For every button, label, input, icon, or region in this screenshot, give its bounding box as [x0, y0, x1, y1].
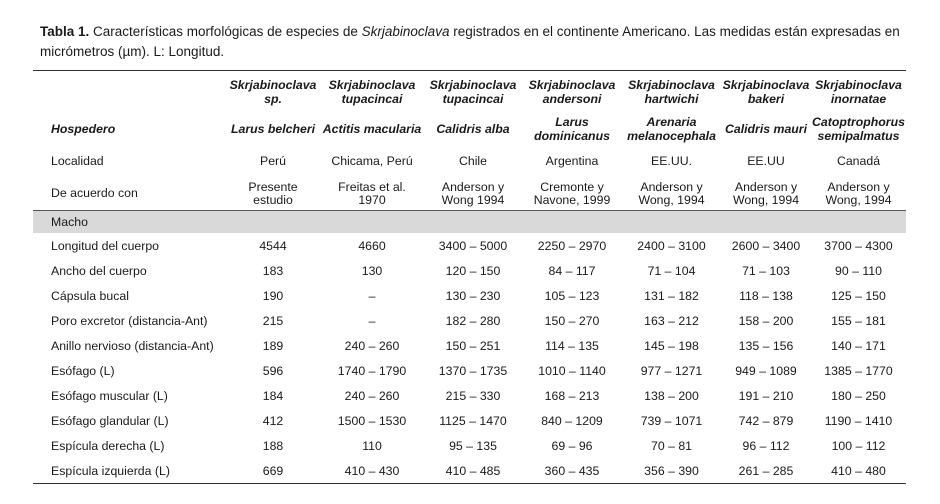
measure-value: 215: [262, 313, 284, 328]
measure-value: 4544: [259, 238, 287, 253]
host-cell: [721, 113, 811, 144]
measure-label: Espícula izquierda (L): [33, 458, 226, 484]
species-header: [320, 71, 424, 114]
measure-value: 95 – 135: [449, 438, 497, 453]
measure-value: 949 – 1089: [735, 363, 797, 378]
measure-value: 130: [361, 263, 383, 278]
measure-value: 410 – 430: [320, 458, 424, 484]
measure-value: 1190 – 1410: [824, 413, 893, 428]
measure-value: 158 – 200: [738, 313, 794, 328]
measure-value: 669: [226, 458, 320, 484]
reference-row: [33, 177, 906, 211]
species-genus: Skrjabinoclava: [328, 78, 416, 92]
host-line: Larus belcheri: [230, 121, 316, 136]
measure-value: –: [368, 288, 376, 303]
measure-value: 190: [262, 288, 284, 303]
measure-value: 150 – 251: [445, 338, 501, 353]
reference-line: Wong, 1994: [825, 192, 892, 207]
reference-label: De acuerdo con: [51, 186, 138, 200]
reference-line: 1970: [358, 192, 386, 207]
locality-cell: EE.UU: [747, 153, 785, 168]
reference-line: Presente: [248, 179, 298, 194]
reference-line: Freitas et al.: [338, 179, 406, 194]
measure-label: Longitud del cuerpo: [51, 238, 160, 253]
locality-cell: EE.UU.: [651, 153, 692, 168]
species-header: [721, 71, 811, 114]
reference-line: Wong, 1994: [638, 192, 705, 207]
caption-text-after: registrados en el continente Americano. Las medidas están expresadas en micrómetros (µm). L: Longitud.: [40, 24, 900, 59]
measure-value: 120 – 150: [445, 263, 501, 278]
reference-cell: [226, 177, 320, 211]
host-line: dominicanus: [534, 128, 610, 143]
host-cell: [811, 113, 906, 144]
species-header-corner: [33, 71, 226, 114]
section-row: [33, 211, 906, 234]
measure-value: 155 – 181: [831, 313, 886, 328]
reference-cell: [811, 177, 906, 211]
species-header-row: [33, 71, 906, 114]
measure-label: Esófago glandular (L): [51, 413, 169, 428]
species-genus: Skrjabinoclava: [229, 78, 317, 92]
measure-value: 189: [262, 338, 284, 353]
measure-value: 240 – 260: [344, 388, 400, 403]
measure-value: 1125 – 1470: [439, 413, 507, 428]
measure-label: Esófago (L): [51, 363, 115, 378]
measure-value: 135 – 156: [738, 338, 794, 353]
caption-label: Tabla 1.: [40, 24, 90, 39]
reference-line: Wong 1994: [441, 192, 505, 207]
measure-value: 168 – 213: [544, 388, 600, 403]
measure-value: 100 – 112: [831, 438, 886, 453]
measure-value: 191 – 210: [738, 388, 794, 403]
species-header: [226, 71, 320, 114]
table-row: [33, 233, 906, 258]
measure-value: 125 – 150: [831, 288, 886, 303]
measure-value: 1740 – 1790: [337, 363, 407, 378]
locality-cell: Argentina: [545, 153, 599, 168]
caption-text-before: Características morfológicas de especies de: [89, 24, 362, 39]
measure-value: 138 – 200: [644, 388, 699, 403]
measure-value: 71 – 103: [742, 263, 790, 278]
reference-line: estudio: [253, 192, 293, 207]
reference-line: Navone, 1999: [533, 192, 611, 207]
measure-value: 180 – 250: [831, 388, 886, 403]
reference-cell: [424, 177, 522, 211]
measure-value: 1010 – 1140: [538, 363, 606, 378]
measure-value: 69 – 96: [551, 438, 593, 453]
measure-value: 110: [362, 438, 382, 453]
host-line: Larus: [555, 114, 589, 129]
measure-label: Esófago muscular (L): [51, 388, 168, 403]
measure-value: 150 – 270: [544, 313, 600, 328]
host-cell: [320, 113, 424, 144]
caption-genus: Skrjabinoclava: [361, 24, 450, 39]
table-row: [33, 433, 906, 458]
species-header: [622, 71, 721, 114]
host-line: Calidris mauri: [724, 121, 807, 136]
measure-value: 240 – 260: [344, 338, 400, 353]
measure-value: –: [368, 313, 376, 328]
measure-value: 183: [262, 263, 284, 278]
morphology-table: [33, 70, 906, 484]
measure-value: 71 – 104: [647, 263, 696, 278]
table-row: [33, 408, 906, 433]
measure-value: 105 – 123: [544, 288, 600, 303]
measure-value: 114 – 135: [545, 338, 599, 353]
reference-line: Anderson y: [640, 179, 703, 194]
locality-cell: Chicama, Perú: [331, 153, 413, 168]
reference-cell: [522, 177, 622, 211]
host-cell: [226, 113, 320, 144]
species-genus: Skrjabinoclava: [429, 78, 517, 92]
species-genus: Skrjabinoclava: [815, 78, 902, 92]
measure-value: 977 – 1271: [640, 363, 703, 378]
measure-value: 131 – 182: [644, 288, 699, 303]
reference-line: Anderson y: [827, 179, 890, 194]
species-header: [522, 71, 622, 114]
host-line: Calidris alba: [436, 121, 510, 136]
locality-cell: Chile: [458, 153, 488, 168]
measure-value: 3400 – 5000: [438, 238, 508, 253]
measure-value: 4660: [358, 238, 386, 253]
reference-line: Anderson y: [734, 179, 798, 194]
measure-value: 1370 – 1735: [438, 363, 508, 378]
species-epithet: sp.: [264, 92, 282, 106]
reference-line: Wong, 1994: [732, 192, 800, 207]
reference-cell: [622, 177, 721, 211]
measure-label: Espícula derecha (L): [51, 438, 165, 453]
species-epithet: hartwichi: [644, 92, 699, 106]
species-genus: Skrjabinoclava: [628, 78, 715, 92]
measure-value: 145 – 198: [644, 338, 699, 353]
measure-value: 96 – 112: [742, 438, 790, 453]
locality-cell: Canadá: [836, 153, 881, 168]
species-epithet: inornatae: [830, 92, 887, 106]
reference-cell: [721, 177, 811, 211]
table-row: [33, 358, 906, 383]
measure-value: 1385 – 1770: [824, 363, 893, 378]
table-row: [33, 283, 906, 308]
table-row: [33, 308, 906, 333]
measure-value: 840 – 1209: [541, 413, 603, 428]
measure-value: 360 – 435: [522, 458, 622, 484]
reference-line: Cremonte y: [540, 179, 604, 194]
host-cell: [424, 113, 522, 144]
measure-value: 739 – 1071: [640, 413, 703, 428]
host-row: [33, 113, 906, 144]
host-cell: [522, 113, 622, 144]
measure-value: 410 – 480: [811, 458, 906, 484]
measure-label: Poro excretor (distancia-Ant): [51, 313, 208, 328]
measure-value: 356 – 390: [622, 458, 721, 484]
host-line: Catoptrophorus: [812, 114, 905, 129]
measure-value: 70 – 81: [650, 438, 693, 453]
species-genus: Skrjabinoclava: [528, 78, 616, 92]
measure-value: 742 – 879: [738, 413, 794, 428]
measure-label: Ancho del cuerpo: [51, 263, 147, 278]
measure-value: 410 – 485: [424, 458, 522, 484]
section-label: Macho: [33, 211, 906, 234]
reference-line: Anderson y: [441, 179, 505, 194]
reference-cell: [320, 177, 424, 211]
host-label: Hospedero: [51, 121, 116, 136]
species-genus: Skrjabinoclava: [722, 78, 810, 92]
species-header: [811, 71, 906, 114]
host-line: Actitis macularia: [322, 121, 422, 136]
locality-row: [33, 144, 906, 177]
measure-value: 412: [262, 413, 284, 428]
species-header: [424, 71, 522, 114]
measure-value: 130 – 230: [445, 288, 501, 303]
measure-value: 215 – 330: [445, 388, 501, 403]
locality-cell: Perú: [260, 153, 286, 168]
host-line: melanocephala: [627, 128, 716, 143]
measure-label: Anillo nervioso (distancia-Ant): [51, 338, 214, 353]
locality-label: Localidad: [51, 153, 104, 168]
measure-value: 2600 – 3400: [731, 238, 801, 253]
measure-value: 182 – 280: [445, 313, 501, 328]
measure-value: 261 – 285: [721, 458, 811, 484]
measure-value: 163 – 212: [644, 313, 699, 328]
measure-value: 2250 – 2970: [537, 238, 607, 253]
table-row: [33, 333, 906, 358]
species-epithet: bakeri: [747, 92, 785, 106]
measure-value: 184: [262, 388, 284, 403]
measure-value: 2400 – 3100: [637, 238, 706, 253]
measure-value: 118 – 138: [739, 288, 793, 303]
species-epithet: tupacincai: [341, 92, 403, 106]
host-line: Arenaria: [646, 114, 697, 129]
measure-label: Cápsula bucal: [51, 288, 129, 303]
species-epithet: tupacincai: [442, 92, 504, 106]
measure-value: 3700 – 4300: [824, 238, 893, 253]
measure-value: 1500 – 1530: [337, 413, 407, 428]
host-line: semipalmatus: [817, 128, 900, 143]
measure-value: 84 – 117: [548, 263, 596, 278]
measure-value: 188: [262, 438, 284, 453]
host-cell: [622, 113, 721, 144]
table-row: [33, 258, 906, 283]
table-row: [33, 383, 906, 408]
table-row: [33, 458, 906, 484]
measure-value: 140 – 171: [831, 338, 886, 353]
measure-value: 596: [262, 363, 284, 378]
measure-value: 90 – 110: [835, 263, 882, 278]
species-epithet: andersoni: [542, 92, 602, 106]
table-caption: [40, 22, 910, 62]
